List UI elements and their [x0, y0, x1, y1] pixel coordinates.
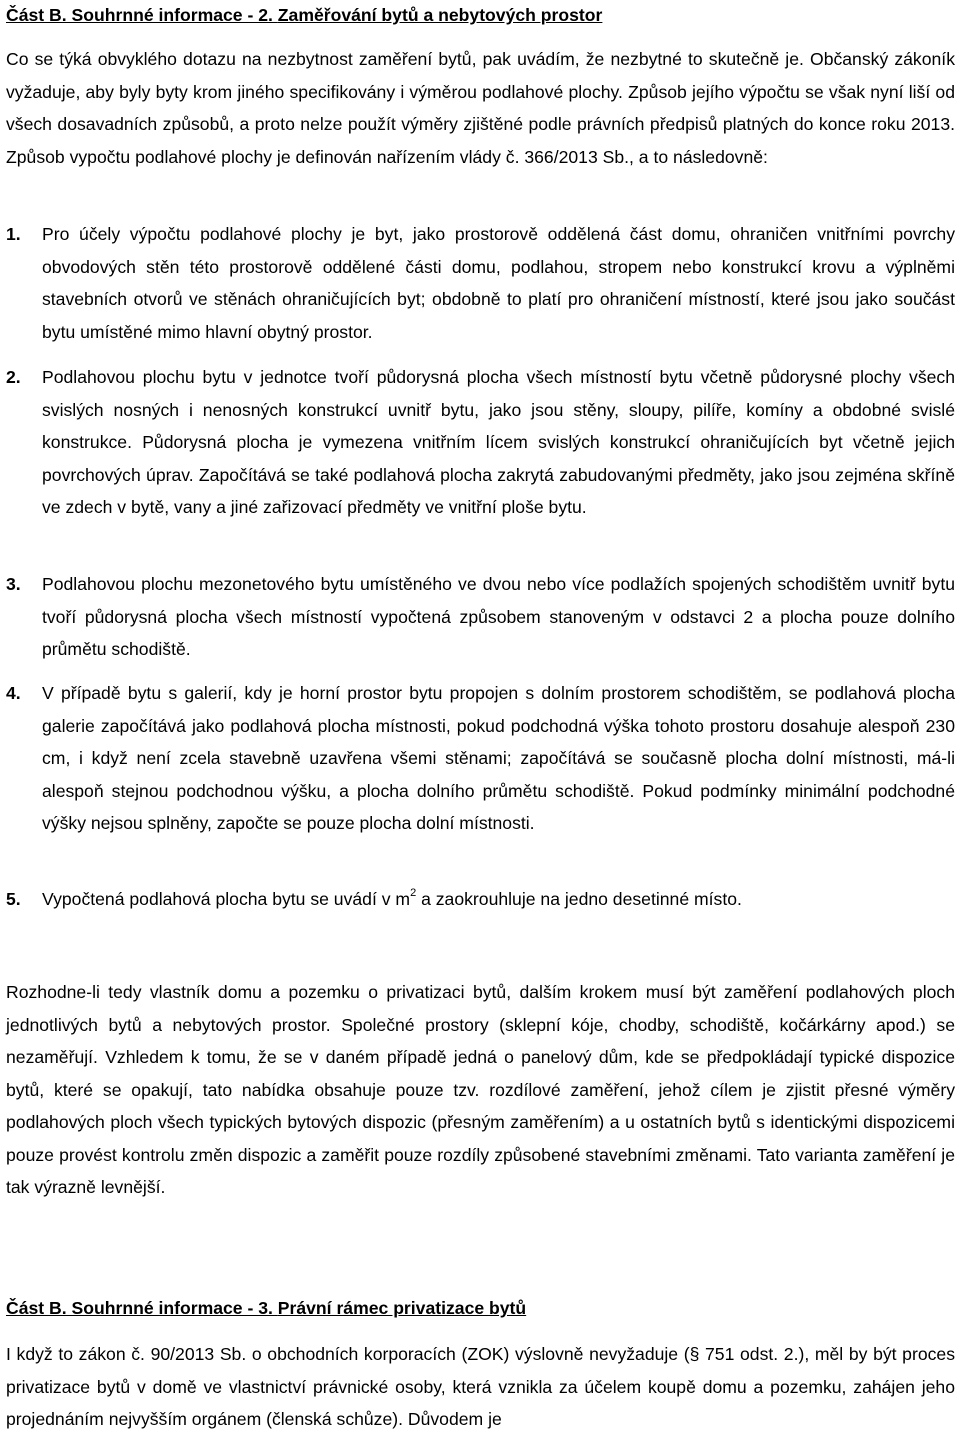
list-item-text: V případě bytu s galerií, kdy je horní prostor bytu propojen s dolním prostorem schodištěm, se podlahová plocha galerie započítává jako podlahová plocha místnosti, pokud podchodná výška tohoto prostoru dosahuje alespoň 230 cm, i když není zcela stavebně uzavřena všemi stěnami; započítává se současně plocha dolní místnosti, má-li alespoň stejnou podchodnou výšku, a plocha dolního průmětu schodiště. Pokud podmínky minimální podchodné výšky nejsou splněny, započte se pouze plocha dolní místnosti.	[42, 683, 955, 833]
list-item	[6, 361, 955, 524]
list-item-text: Podlahovou plochu mezonetového bytu umístěného ve dvou nebo více podlažích spojených schodištěm uvnitř bytu tvoří půdorysná plocha všech místností vypočtená způsobem stanoveným v odstavci 2 a plocha pouze dolního průmětu schodiště.	[42, 574, 955, 659]
list-item-text: Pro účely výpočtu podlahové plochy je byt, jako prostorově oddělená část domu, ohraničen vnitřními povrchy obvodových stěn této prostorově oddělené části domu, podlahou, stropem nebo konstrukcí krovu a výplněmi stavebních otvorů ve stěnách ohraničujících byt; obdobně to platí pro ohraničení místností, které jsou jako součást bytu umístěné mimo hlavní obytný prostor.	[42, 224, 955, 342]
section-heading-3-part: Část B. Souhrnné informace - 3.	[6, 1298, 278, 1318]
unit-superscript: 2	[410, 887, 417, 899]
list-item-number: 4.	[6, 683, 21, 703]
list-item-number: 5.	[6, 889, 21, 909]
list-item	[6, 568, 955, 666]
list-item-text	[42, 883, 955, 916]
section-heading-3	[6, 1292, 955, 1324]
section-heading-2-title: Zaměřování bytů a nebytových prostor	[277, 5, 603, 25]
legal-framework-paragraph: I když to zákon č. 90/2013 Sb. o obchodních korporacích (ZOK) výslovně nevyžaduje (§ 751 odst. 2.), měl by být proces privatizace bytů v domě ve vlastnictví právnické osoby, která vznikla za účelem koupě domu a pozemku, zahájen jeho projednáním nejvyšším orgánem (členská schůze). Důvodem je	[6, 1344, 955, 1429]
list-item-text-before: Vypočtená podlahová plocha bytu se uvádí v m	[42, 889, 411, 909]
section-heading-2-part: Část B. Souhrnné informace - 2.	[6, 5, 278, 25]
list-item	[6, 218, 955, 348]
intro-paragraph: Co se týká obvyklého dotazu na nezbytnost zaměření bytů, pak uvádím, že nezbytné to skutečně je. Občanský zákoník vyžaduje, aby byly byty krom jiného specifikovány i výměrou podlahové plochy. Způsob jejího výpočtu se však nyní liší od všech dosavadních způsobů, a proto nelze použít výměry zjištěné podle právních předpisů platných do konce roku 2013. Způsob vypočtu podlahové plochy je definován nařízením vlády č. 366/2013 Sb., a to následovně:	[6, 49, 955, 167]
list-item-number: 2.	[6, 367, 21, 387]
list-item-number: 1.	[6, 224, 21, 244]
list-item	[6, 677, 955, 840]
list-item-text: Podlahovou plochu bytu v jednotce tvoří půdorysná plocha všech místností bytu včetně půdorysné plochy všech svislých nosných i nenosných konstrukcí uvnitř bytu, jako jsou stěny, sloupy, pilíře, komíny a obdobné svislé konstrukce. Půdorysná plocha je vymezena vnitřním lícem svislých konstrukcí ohraničujících byt včetně jejich povrchových úprav. Započítává se také podlahová plocha zakrytá zabudovanými předměty, jako jsou zejména skříně ve zdech v bytě, vany a jiné zařizovací předměty ve vnitřní ploše bytu.	[42, 367, 955, 517]
list-item-number: 3.	[6, 574, 21, 594]
list-item	[6, 883, 955, 916]
section-heading-2	[6, 0, 955, 31]
section-heading-3-title: Právní rámec privatizace bytů	[277, 1298, 527, 1318]
privatization-measurement-paragraph: Rozhodne-li tedy vlastník domu a pozemku o privatizaci bytů, dalším krokem musí být zaměření podlahových ploch jednotlivých bytů a nebytových prostor. Společné prostory (sklepní kóje, chodby, schodiště, kočárkárny apod.) se nezaměřují. Vzhledem k tomu, že se v daném případě jedná o panelový dům, kde se předpokládají typické dispozice bytů, které se opakují, tato nabídka obsahuje pouze tzv. rozdílové zaměření, jehož cílem je zjistit přesné výměry podlahových ploch všech typických bytových dispozic (přesným zaměřením) a u ostatních bytů s identickými dispozicemi pouze provést kontrolu změn dispozic a zaměřit pouze rozdíly způsobené stavebními změnami. Tato varianta zaměření je tak výrazně levnější.	[6, 982, 955, 1197]
list-item-text-after: a zaokrouhluje na jedno desetinné místo.	[416, 889, 742, 909]
